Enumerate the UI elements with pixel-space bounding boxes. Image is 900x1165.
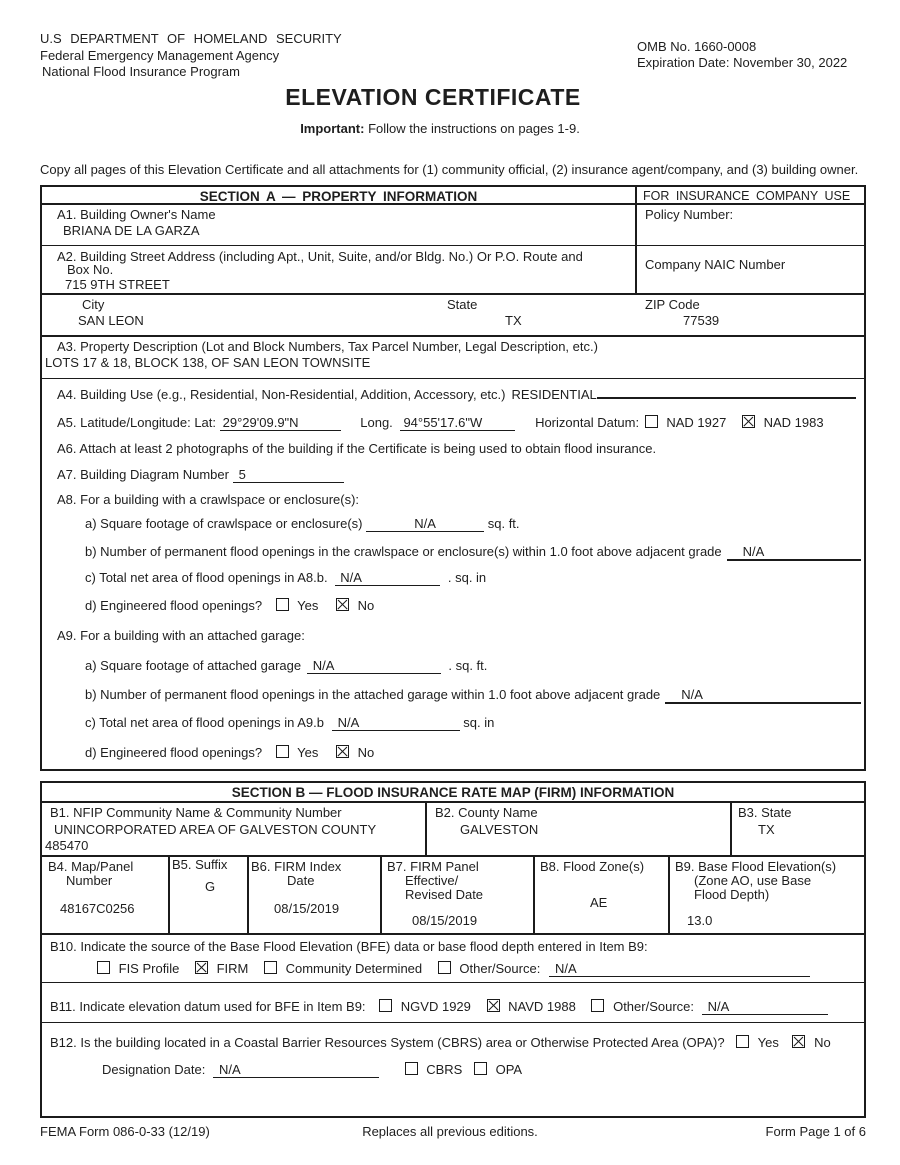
b2-label: B2. County Name — [435, 805, 538, 820]
nad-1927-checkbox[interactable] — [645, 415, 658, 428]
a5-longitude-field[interactable]: 94°55'17.6"W — [400, 415, 515, 431]
footer-page-number: Form Page 1 of 6 — [765, 1124, 866, 1139]
b10-other-source-checkbox[interactable] — [438, 961, 451, 974]
b10-fis-profile-checkbox[interactable] — [97, 961, 110, 974]
a8a-crawlspace-sqft-field[interactable]: N/A — [366, 516, 484, 532]
b10-other-source-label: Other/Source: — [459, 961, 541, 976]
copy-instruction: Copy all pages of this Elevation Certificate and all attachments for (1) community official, (2) insurance agent/company, and (3) building owner. — [40, 162, 859, 177]
a4-building-use-field[interactable]: RESIDENTIAL — [511, 387, 597, 402]
b12-opa-label: OPA — [495, 1062, 523, 1077]
b10-community-determined-checkbox[interactable] — [264, 961, 277, 974]
form-title: ELEVATION CERTIFICATE — [285, 84, 581, 110]
agency-name-line3: National Flood Insurance Program — [42, 64, 240, 79]
b11-row — [50, 998, 828, 1015]
zip-code-field[interactable]: 77539 — [683, 313, 720, 328]
section-b-box — [40, 781, 866, 1118]
b12-no-label: No — [814, 1035, 831, 1050]
divider — [425, 803, 427, 855]
a9c-suffix: sq. in — [463, 715, 495, 730]
a9d-no-checkbox[interactable] — [336, 745, 349, 758]
a9b-row — [85, 687, 861, 704]
a4-label: A4. Building Use (e.g., Residential, Non-Residential, Addition, Accessory, etc.) — [57, 387, 506, 402]
b12-yes-checkbox[interactable] — [736, 1035, 749, 1048]
city-field[interactable]: SAN LEON — [78, 313, 144, 328]
b11-other-source-label: Other/Source: — [613, 999, 695, 1014]
b12-no-checkbox[interactable] — [792, 1035, 805, 1048]
a9c-row — [85, 715, 494, 731]
divider — [42, 293, 864, 295]
b4-label-line1: B4. Map/Panel — [48, 859, 134, 874]
divider — [533, 857, 535, 933]
a9-label: A9. For a building with an attached garage: — [57, 628, 305, 643]
b7-effective-date-field[interactable]: 08/15/2019 — [412, 913, 478, 928]
a9b-label: b) Number of permanent flood openings in the attached garage within 1.0 foot above adjacent grade — [85, 687, 661, 702]
policy-number-label: Policy Number: — [645, 207, 734, 222]
nad-1983-checkbox[interactable] — [742, 415, 755, 428]
city-label: City — [82, 297, 105, 312]
a8c-row — [85, 570, 486, 586]
a2-street-address-field[interactable]: 715 9TH STREET — [65, 277, 170, 292]
a9b-openings-field[interactable]: N/A — [665, 687, 861, 704]
a9a-garage-sqft-field[interactable]: N/A — [307, 658, 441, 674]
a8b-label: b) Number of permanent flood openings in the crawlspace or enclosure(s) within 1.0 foot above adjacent grade — [85, 544, 722, 559]
b11-ngvd-1929-label: NGVD 1929 — [400, 999, 471, 1014]
b12-row — [50, 1034, 831, 1050]
zip-code-label: ZIP Code — [645, 297, 700, 312]
a8-label: A8. For a building with a crawlspace or enclosure(s): — [57, 492, 360, 507]
b9-label-line2: (Zone AO, use Base — [694, 873, 812, 888]
a4-row — [57, 387, 856, 402]
a8a-row — [85, 516, 520, 532]
b9-bfe-field[interactable]: 13.0 — [687, 913, 713, 928]
divider — [247, 857, 249, 933]
a1-owner-name-field[interactable]: BRIANA DE LA GARZA — [63, 223, 200, 238]
a8b-openings-field[interactable]: N/A — [727, 544, 861, 561]
a7-row — [57, 467, 344, 483]
a3-property-description-field[interactable]: LOTS 17 & 18, BLOCK 138, OF SAN LEON TOWNSITE — [45, 355, 371, 370]
b8-label: B8. Flood Zone(s) — [540, 859, 645, 874]
insurance-company-use-label: FOR INSURANCE COMPANY USE — [643, 189, 851, 203]
naic-number-label: Company NAIC Number — [645, 257, 786, 272]
divider — [42, 378, 864, 379]
b11-navd-1988-label: NAVD 1988 — [508, 999, 576, 1014]
divider — [42, 982, 864, 983]
divider — [730, 803, 732, 855]
a9c-net-area-field[interactable]: N/A — [332, 715, 460, 731]
b10-fis-profile-label: FIS Profile — [118, 961, 180, 976]
a5-datum-label: Horizontal Datum: — [535, 415, 640, 430]
section-b-title: SECTION B — FLOOD INSURANCE RATE MAP (FIRM) INFORMATION — [231, 785, 675, 800]
a2-label-line2: Box No. — [67, 262, 114, 277]
b12-cbrs-label: CBRS — [426, 1062, 463, 1077]
b7-label-line2: Effective/ — [405, 873, 459, 888]
a9d-yes-checkbox[interactable] — [276, 745, 289, 758]
a6-label: A6. Attach at least 2 photographs of the building if the Certificate is being used to obtain flood insurance. — [57, 441, 657, 456]
b9-label-line3: Flood Depth) — [694, 887, 770, 902]
a8d-yes-label: Yes — [297, 598, 319, 613]
b12-opa-checkbox[interactable] — [474, 1062, 487, 1075]
naic-number-field[interactable] — [645, 273, 845, 291]
b10-firm-checkbox[interactable] — [195, 961, 208, 974]
a5-row — [57, 414, 824, 431]
a9d-label: d) Engineered flood openings? — [85, 745, 263, 760]
a9c-label: c) Total net area of flood openings in A9.b — [85, 715, 324, 730]
b11-ngvd-1929-checkbox[interactable] — [379, 999, 392, 1012]
b12-yes-label: Yes — [757, 1035, 779, 1050]
b10-firm-label: FIRM — [216, 961, 249, 976]
b7-label-line1: B7. FIRM Panel — [387, 859, 479, 874]
a8d-no-label: No — [357, 598, 375, 613]
divider — [42, 335, 864, 337]
b8-flood-zone-field[interactable]: AE — [590, 895, 608, 910]
divider — [42, 1022, 864, 1023]
omb-number: OMB No. 1660-0008 — [637, 39, 757, 54]
a8c-suffix: . sq. in — [447, 570, 487, 585]
b12-designation-label: Designation Date: — [102, 1062, 206, 1077]
important-text: Follow the instructions on pages 1-9. — [364, 121, 580, 136]
b5-label: B5. Suffix — [172, 857, 228, 872]
section-a-box — [40, 185, 866, 771]
b2-county-field[interactable]: GALVESTON — [460, 822, 539, 837]
a5-label: A5. Latitude/Longitude: Lat: — [57, 415, 217, 430]
a8d-row — [85, 597, 374, 613]
a9a-suffix: . sq. ft. — [448, 658, 488, 673]
footer-form-number: FEMA Form 086-0-33 (12/19) — [40, 1124, 210, 1139]
a8d-yes-checkbox[interactable] — [276, 598, 289, 611]
b1-label: B1. NFIP Community Name & Community Number — [50, 805, 342, 820]
b3-state-field[interactable]: TX — [758, 822, 775, 837]
b12-cbrs-checkbox[interactable] — [405, 1062, 418, 1075]
a2-label-line1: A2. Building Street Address (including Apt., Unit, Suite, and/or Bldg. No.) Or P.O. Route and — [57, 249, 583, 264]
a4-blank-line[interactable] — [597, 397, 856, 399]
a9d-no-label: No — [357, 745, 375, 760]
a9a-row — [85, 658, 487, 674]
b1-community-name-field[interactable]: UNINCORPORATED AREA OF GALVESTON COUNTY — [54, 822, 377, 837]
a7-label: A7. Building Diagram Number — [57, 467, 229, 482]
a5-long-label: Long. — [360, 415, 393, 430]
b7-label-line3: Revised Date — [405, 887, 484, 902]
a9d-row — [85, 744, 374, 760]
b1-community-number-field[interactable]: 485470 — [45, 838, 89, 853]
a8b-row — [85, 544, 861, 561]
divider — [42, 801, 864, 803]
b11-label: B11. Indicate elevation datum used for BFE in Item B9: — [50, 999, 366, 1014]
b11-other-source-checkbox[interactable] — [591, 999, 604, 1012]
a8d-no-checkbox[interactable] — [336, 598, 349, 611]
divider — [42, 245, 864, 246]
b11-navd-1988-checkbox[interactable] — [487, 999, 500, 1012]
b6-label-line1: B6. FIRM Index — [251, 859, 342, 874]
section-a-title: SECTION A — PROPERTY INFORMATION — [199, 189, 478, 204]
divider — [42, 855, 864, 857]
a9d-yes-label: Yes — [297, 745, 319, 760]
b3-label: B3. State — [738, 805, 792, 820]
b5-suffix-field[interactable]: G — [205, 879, 216, 894]
divider — [380, 857, 382, 933]
a9a-label: a) Square footage of attached garage — [85, 658, 302, 673]
b4-map-panel-field[interactable]: 48167C0256 — [60, 901, 135, 916]
state-label: State — [447, 297, 478, 312]
divider — [168, 857, 170, 933]
footer-replaces-note: Replaces all previous editions. — [362, 1124, 538, 1139]
b10-other-source-field[interactable]: N/A — [549, 961, 810, 977]
important-note — [0, 121, 880, 136]
b12-designation-date-field[interactable]: N/A — [213, 1062, 379, 1078]
agency-name-line2: Federal Emergency Management Agency — [40, 48, 280, 63]
a8c-net-area-field[interactable]: N/A — [335, 570, 440, 586]
b10-community-determined-label: Community Determined — [285, 961, 423, 976]
b11-other-source-field[interactable]: N/A — [702, 999, 828, 1015]
a5-latitude-field[interactable]: 29°29'09.9"N — [220, 415, 341, 431]
a8d-label: d) Engineered flood openings? — [85, 598, 263, 613]
state-field[interactable]: TX — [505, 313, 522, 328]
b10-options-row — [95, 960, 810, 977]
divider — [42, 933, 864, 935]
expiration-date: Expiration Date: November 30, 2022 — [637, 55, 848, 70]
nad-1927-label: NAD 1927 — [666, 415, 727, 430]
b6-label-line2: Date — [287, 873, 315, 888]
b10-label: B10. Indicate the source of the Base Flood Elevation (BFE) data or base flood depth entered in Item B9: — [50, 939, 648, 954]
a8a-label: a) Square footage of crawlspace or enclosure(s) — [85, 516, 363, 531]
important-label: Important: — [300, 121, 365, 136]
a1-label: A1. Building Owner's Name — [57, 207, 216, 222]
b12-designation-row — [102, 1061, 522, 1078]
agency-name-line1: U.S DEPARTMENT OF HOMELAND SECURITY — [40, 31, 342, 46]
divider — [635, 187, 637, 293]
a3-label: A3. Property Description (Lot and Block Numbers, Tax Parcel Number, Legal Description, etc.) — [57, 339, 598, 354]
b12-label: B12. Is the building located in a Coastal Barrier Resources System (CBRS) area or Otherwise Protected Area (OPA)? — [50, 1035, 725, 1050]
b4-label-line2: Number — [66, 873, 113, 888]
a8a-suffix: sq. ft. — [487, 516, 520, 531]
b6-firm-index-date-field[interactable]: 08/15/2019 — [274, 901, 340, 916]
a8c-label: c) Total net area of flood openings in A8.b. — [85, 570, 328, 585]
policy-number-field[interactable] — [645, 223, 845, 241]
divider — [668, 857, 670, 933]
a7-diagram-number-field[interactable]: 5 — [233, 467, 344, 483]
nad-1983-label: NAD 1983 — [763, 415, 824, 430]
b9-label-line1: B9. Base Flood Elevation(s) — [675, 859, 837, 874]
